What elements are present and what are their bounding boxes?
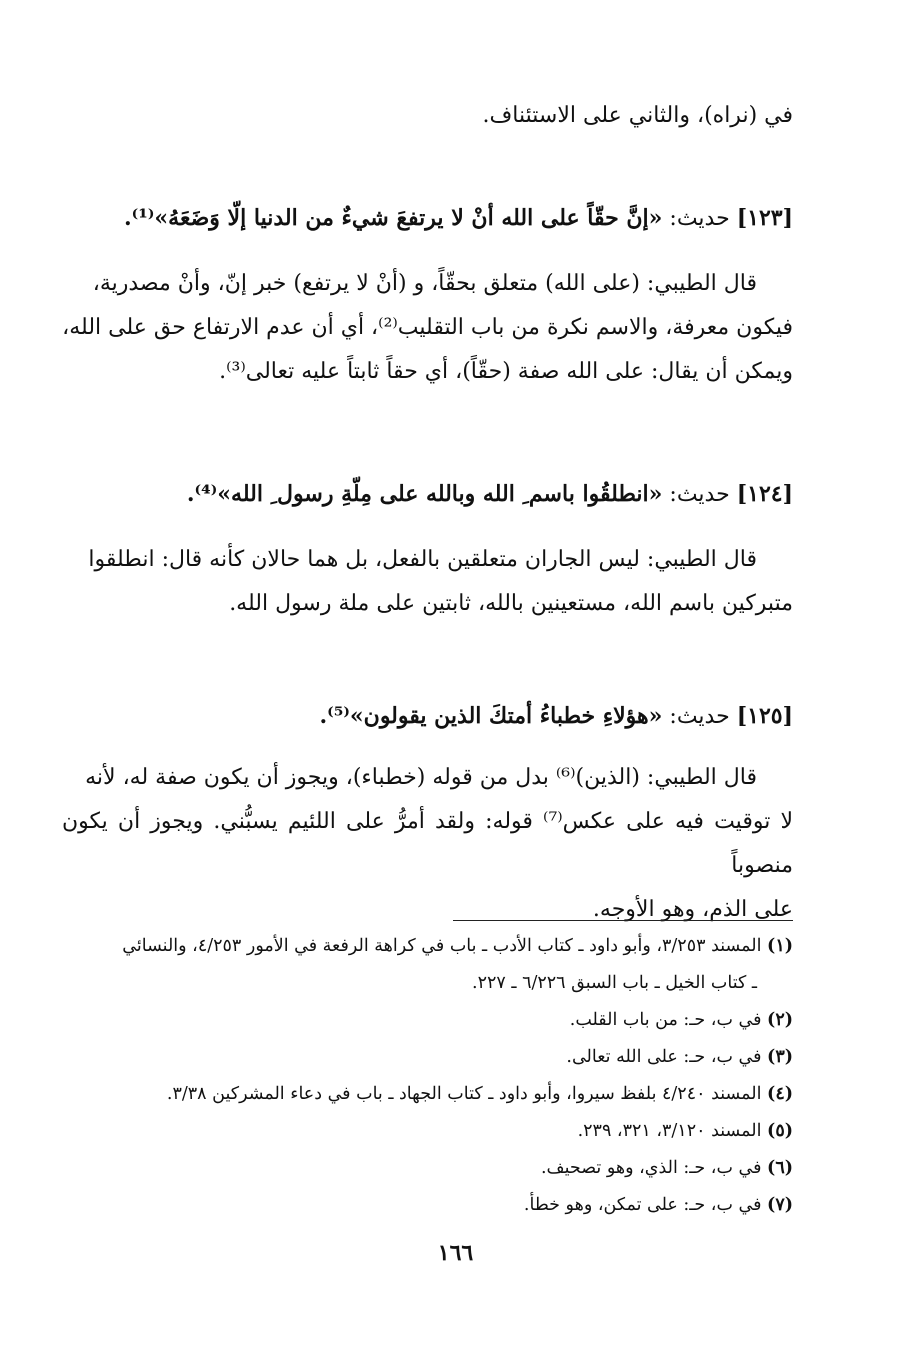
commentary-line: قال الطيبي: ليس الجاران متعلقين بالفعل، بل هما حالان كأنه قال: انطلقوا bbox=[88, 547, 757, 572]
hadith-quote: «هؤلاءِ خطباءُ أمتكَ الذين يقولون»⁽⁵⁾. bbox=[319, 703, 663, 729]
commentary-125 bbox=[62, 756, 793, 932]
page-number: ١٦٦ bbox=[437, 1240, 474, 1266]
intro-block bbox=[62, 94, 793, 138]
footnote-text: في ب، حـ: على تمكن، وهو خطأ. bbox=[523, 1195, 762, 1215]
footnote-text: المسند ٤/٢٤٠ بلفظ سيروا، وأبو داود ـ كتاب الجهاد ـ باب في دعاء المشركين ٣/٣٨. bbox=[166, 1084, 762, 1104]
footnote-number: (٢) bbox=[767, 1010, 793, 1030]
footnote-text: في ب، حـ: على الله تعالى. bbox=[566, 1047, 762, 1067]
footnote-text: في ب، حـ: من باب القلب. bbox=[569, 1010, 762, 1030]
hadith-heading bbox=[62, 198, 793, 239]
footnote-7 bbox=[62, 1187, 793, 1224]
hadith-quote: «إنَّ حقّاً على الله أنْ لا يرتفعَ شيءٌ من الدنيا إلّا وَضَعَهُ»⁽¹⁾. bbox=[124, 205, 663, 231]
hadith-number: [١٢٥] bbox=[736, 703, 793, 729]
hadith-number: [١٢٤] bbox=[736, 481, 793, 507]
hadith-label: حديث: bbox=[669, 482, 730, 507]
commentary-line: على الذم، وهو الأوجه. bbox=[592, 897, 793, 922]
footnote-number: (٥) bbox=[767, 1121, 793, 1141]
commentary-line: قال الطيبي: (على الله) متعلق بحقّاً، و (أنْ لا يرتفع) خبر إنّ، وأنْ مصدرية، bbox=[92, 271, 757, 296]
hadith-heading bbox=[62, 696, 793, 737]
hadith-heading bbox=[62, 474, 793, 515]
footnote-5 bbox=[62, 1113, 793, 1150]
footnote-1 bbox=[62, 928, 793, 965]
commentary-line: قال الطيبي: (الذين)⁽⁶⁾ بدل من قوله (خطباء)، ويجوز أن يكون صفة له، لأنه bbox=[85, 765, 757, 790]
hadith-section-124 bbox=[62, 474, 793, 515]
commentary-line: متبركين باسم الله، مستعينين بالله، ثابتين على ملة رسول الله. bbox=[229, 591, 793, 616]
footnote-4 bbox=[62, 1076, 793, 1113]
hadith-number: [١٢٣] bbox=[736, 205, 793, 231]
commentary-line: ويمكن أن يقال: على الله صفة (حقّاً)، أي حقاً ثابتاً عليه تعالى⁽³⁾. bbox=[219, 359, 793, 384]
footnote-divider bbox=[453, 920, 793, 921]
hadith-label: حديث: bbox=[669, 704, 730, 729]
footnote-text: ـ كتاب الخيل ـ باب السبق ٦/٢٢٦ ـ ٢٢٧. bbox=[472, 973, 757, 993]
footnote-number: (٤) bbox=[767, 1084, 793, 1104]
footnote-2 bbox=[62, 1002, 793, 1039]
hadith-quote: «انطلقُوا باسم ِ الله وبالله على مِلّةِ رسول ِ الله»⁽⁴⁾. bbox=[186, 481, 663, 507]
footnote-3 bbox=[62, 1039, 793, 1076]
hadith-section-123 bbox=[62, 198, 793, 239]
footnote-number: (٣) bbox=[767, 1047, 793, 1067]
footnote-number: (٦) bbox=[767, 1158, 793, 1178]
hadith-section-125 bbox=[62, 696, 793, 737]
intro-line: في (نراه)، والثاني على الاستئناف. bbox=[482, 103, 793, 128]
footnote-number: (١) bbox=[767, 936, 793, 956]
footnote-text: المسند ٣/٢٥٣، وأبو داود ـ كتاب الأدب ـ باب في كراهة الرفعة في الأمور ٤/٢٥٣، والنسائي bbox=[122, 936, 762, 956]
hadith-label: حديث: bbox=[669, 206, 730, 231]
footnote-text: في ب، حـ: الذي، وهو تصحيف. bbox=[540, 1158, 762, 1178]
commentary-124 bbox=[62, 538, 793, 626]
footnote-1-continued bbox=[62, 965, 793, 1002]
footnote-number: (٧) bbox=[767, 1195, 793, 1215]
footnote-text: المسند ٣/١٢٠، ٣٢١، ٢٣٩. bbox=[577, 1121, 762, 1141]
commentary-123 bbox=[62, 262, 793, 394]
commentary-line: فيكون معرفة، والاسم نكرة من باب التقليب⁽²⁾، أي أن عدم الارتفاع حق على الله، bbox=[62, 315, 793, 340]
commentary-line: لا توقيت فيه على عكس⁽⁷⁾ قوله: ولقد أمرُّ على اللئيم يسبُّني. ويجوز أن يكون منصوباً bbox=[62, 809, 793, 878]
footnotes bbox=[62, 928, 793, 1224]
footnote-6 bbox=[62, 1150, 793, 1187]
